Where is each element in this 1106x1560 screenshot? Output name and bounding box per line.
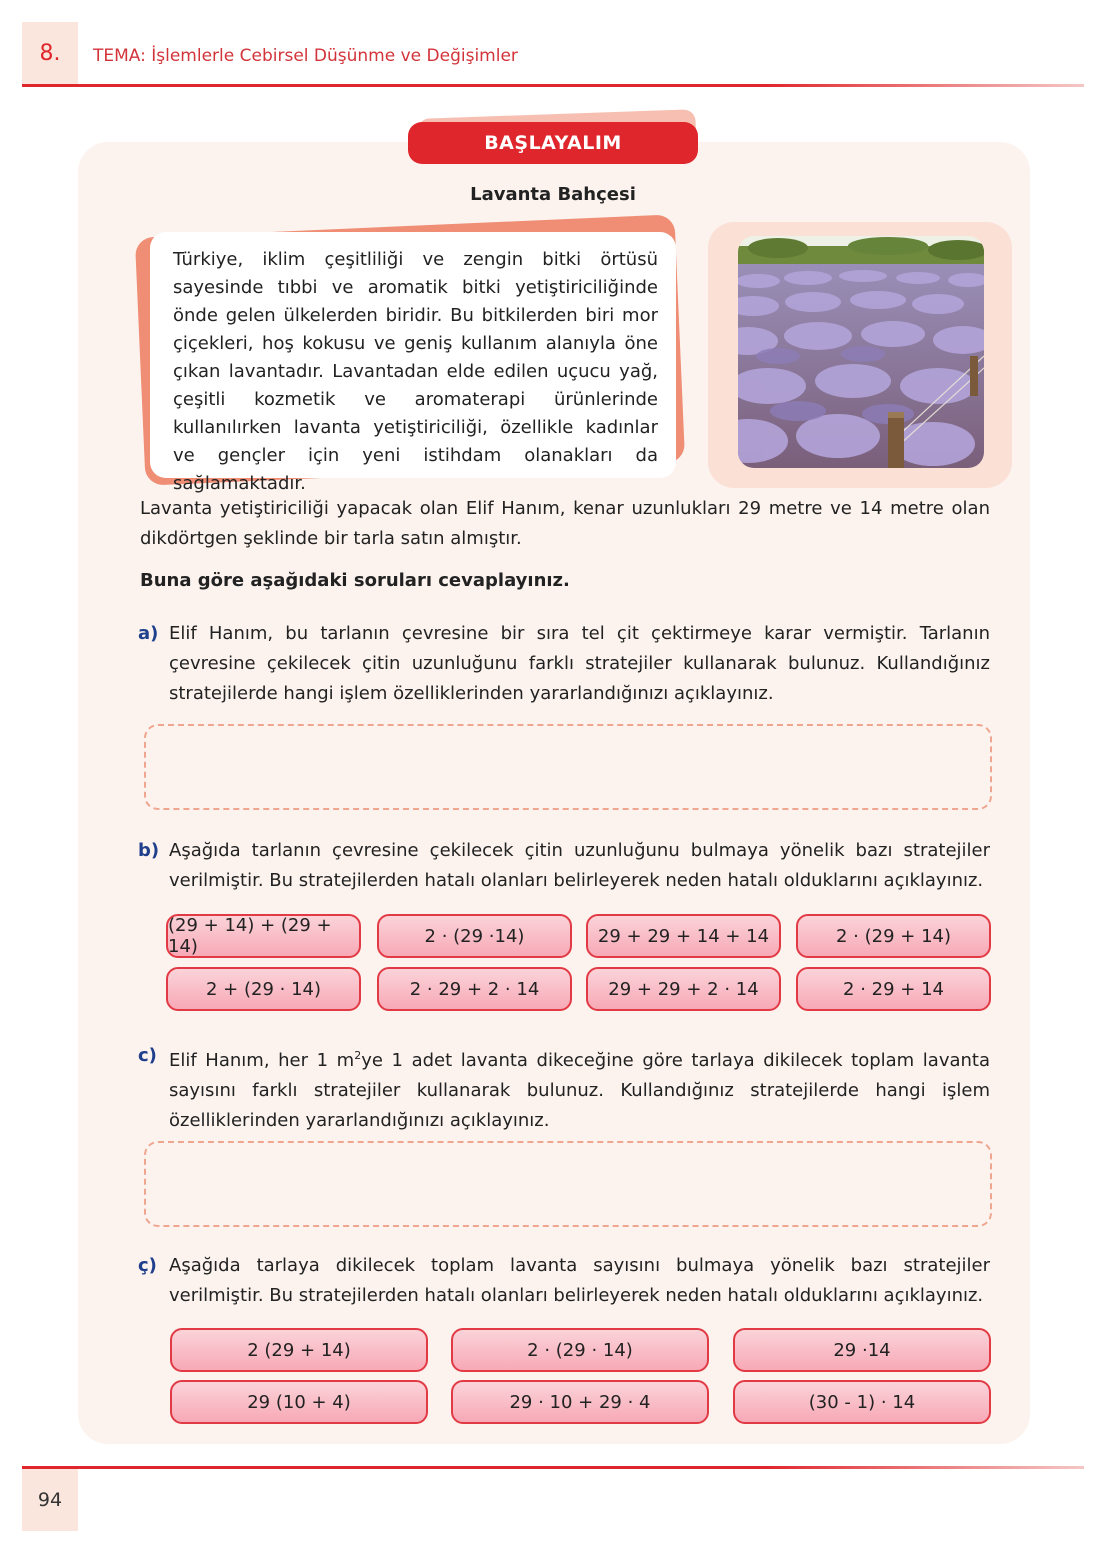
lavender-field-illustration: [738, 236, 984, 468]
theme-title: TEMA: İşlemlerle Cebirsel Düşünme ve Değişimler: [93, 46, 518, 66]
lavender-field-photo: [738, 236, 984, 468]
page-number-box: [22, 1469, 78, 1531]
grade-number: 8.: [39, 40, 61, 66]
strategy-option-d4[interactable]: 29 (10 + 4): [170, 1380, 428, 1424]
question-d-text: Aşağıda tarlaya dikilecek toplam lavanta sayısını bulmaya yönelik bazı stratejiler verilmiştir. Bu stratejilerden hatalı olanları belirleyerek neden hatalı olduklarını açıklayınız.: [169, 1255, 990, 1306]
grade-badge: [22, 22, 78, 84]
problem-statement: Lavanta yetiştiriciliği yapacak olan Elif Hanım, kenar uzunlukları 29 metre ve 14 metre olan dikdörtgen şeklinde bir tarla satın almıştır.: [140, 498, 990, 549]
instruction-text: Buna göre aşağıdaki soruları cevaplayınız.: [140, 570, 570, 591]
strategy-option-d5[interactable]: 29 · 10 + 29 · 4: [451, 1380, 709, 1424]
question-c-text-after: ye 1 adet lavanta dikeceğine göre tarlaya dikilecek toplam lavanta sayısını farklı stratejiler kullanarak bulunuz. Kullandığınız stratejilerde hangi işlem özelliklerinden yararlandığınızı açıklayınız.: [169, 1050, 991, 1131]
question-d: [138, 1251, 990, 1311]
page-number: 94: [37, 1489, 63, 1511]
strategy-option-d6[interactable]: (30 - 1) · 14: [733, 1380, 991, 1424]
intro-text: Türkiye, iklim çeşitliliği ve zengin bitki örtüsü sayesinde tıbbi ve aromatik bitki yetiştiriciliğinde önde gelen ülkelerden biridir. Bu bitkilerden biri mor çiçekleri, hoş kokusu ve geniş kullanım alanıyla öne çıkan lavantadır. Lavantadan elde edilen uçucu yağ, çeşitli kozmetik ve aromaterapi ürünlerinde kullanılırken lavanta yetiştiriciliği, özellikle kadınlar ve gençler için yeni istihdam olanakları da sağlamaktadır.: [173, 249, 658, 494]
strategy-option-b7[interactable]: 29 + 29 + 2 · 14: [586, 967, 781, 1011]
question-a-text: Elif Hanım, bu tarlanın çevresine bir sıra tel çit çektirmeye karar vermiştir. Tarlanın çevresine çekilecek çitin uzunluğunu farklı stratejiler kullanarak bulunuz. Kullandığınız stratejilerde hangi işlem özelliklerinden yararlandığınızı açıklayınız.: [169, 623, 990, 704]
question-c: [138, 1041, 990, 1136]
strategy-option-d3[interactable]: 29 ·14: [733, 1328, 991, 1372]
intro-text-box: [150, 232, 676, 494]
question-d-label: ç): [138, 1255, 157, 1276]
answer-box-c[interactable]: [144, 1141, 992, 1227]
strategy-option-b5[interactable]: 2 + (29 · 14): [166, 967, 361, 1011]
question-c-text-before: Elif Hanım, her 1 m: [169, 1050, 355, 1071]
question-c-label: c): [138, 1045, 157, 1066]
question-c-superscript: 2: [354, 1049, 362, 1062]
strategy-option-b8[interactable]: 2 · 29 + 14: [796, 967, 991, 1011]
strategy-option-b6[interactable]: 2 · 29 + 2 · 14: [377, 967, 572, 1011]
question-c-text: [169, 1041, 990, 1136]
question-b-text: Aşağıda tarlanın çevresine çekilecek çitin uzunluğunu bulmaya yönelik bazı stratejiler verilmiştir. Bu stratejilerden hatalı olanları belirleyerek neden hatalı olduklarını açıklayınız.: [169, 840, 990, 891]
footer-divider: [22, 1466, 1084, 1469]
section-subtitle: Lavanta Bahçesi: [470, 184, 636, 205]
question-a: [138, 619, 990, 709]
strategy-option-d2[interactable]: 2 · (29 · 14): [451, 1328, 709, 1372]
strategy-option-b3[interactable]: 29 + 29 + 14 + 14: [586, 914, 781, 958]
strategy-option-d1[interactable]: 2 (29 + 14): [170, 1328, 428, 1372]
answer-box-a[interactable]: [144, 724, 992, 810]
question-a-label: a): [138, 623, 159, 644]
question-b-label: b): [138, 840, 160, 861]
question-b: [138, 836, 990, 896]
section-banner: BAŞLAYALIM: [408, 122, 698, 164]
strategy-option-b2[interactable]: 2 · (29 ·14): [377, 914, 572, 958]
strategy-option-b1[interactable]: (29 + 14) + (29 + 14): [166, 914, 361, 958]
header-divider: [22, 84, 1084, 87]
strategy-option-b4[interactable]: 2 · (29 + 14): [796, 914, 991, 958]
